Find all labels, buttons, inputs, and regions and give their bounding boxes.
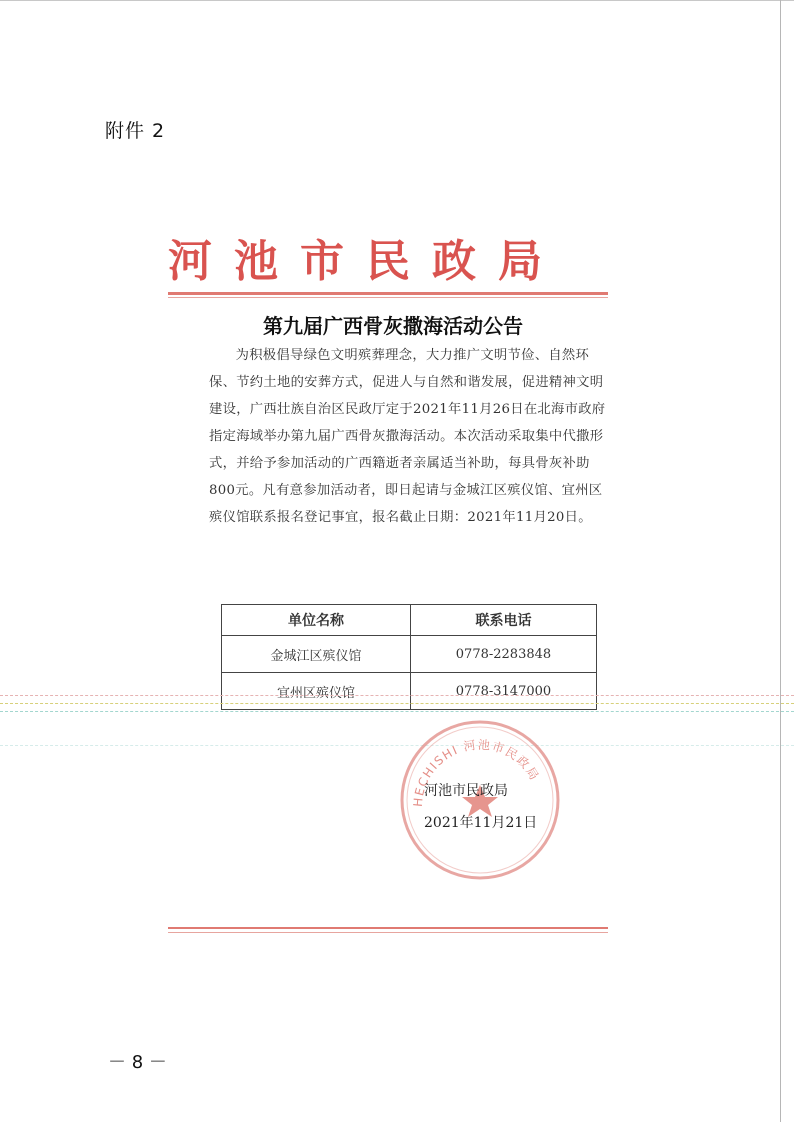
table-row (222, 636, 597, 673)
signature-date: 2021年11月21日 (424, 815, 538, 831)
unit-name-cell: 金城江区殡仪馆 (222, 636, 411, 673)
unit-name-cell: 宜州区殡仪馆 (222, 673, 411, 710)
official-seal-icon (395, 715, 565, 885)
scan-edge-right (780, 0, 781, 1122)
agency-masthead: 河池市民政局 (168, 236, 564, 287)
table-header-row (222, 605, 597, 636)
masthead-rule-thin (168, 297, 608, 298)
scan-artifact-line (0, 711, 794, 712)
footer-rule-thick (168, 927, 608, 929)
scan-edge-top (0, 0, 794, 1)
signer-name: 河池市民政局 (424, 783, 508, 799)
page-number: － 8 － (108, 1052, 167, 1073)
seal-text: HECHISHI 河池市民政局 (410, 737, 543, 808)
phone-cell: 0778-3147000 (410, 673, 596, 710)
footer-rule-thin (168, 932, 608, 933)
scan-artifact-line (0, 703, 794, 704)
attachment-label: 附件 2 (105, 120, 166, 142)
notice-body: 为积极倡导绿色文明殡葬理念，大力推广文明节俭、自然环保、节约土地的安葬方式，促进人与自然和谐发展，促进精神文明建设，广西壮族自治区民政厅定于2021年11月26日在北海市政府指定海域举办第九届广西骨灰撒海活动。本次活动采取集中代撒形式，并给予参加活动的广西籍逝者亲属适当补助，每具骨灰补助800元。凡有意参加活动者，即日起请与金城江区殡仪馆、宜州区殡仪馆联系报名登记事宜，报名截止日期：2021年11月20日。 (209, 348, 606, 525)
notice-title: 第九届广西骨灰撒海活动公告 (263, 314, 523, 338)
scan-artifact-line (0, 695, 794, 696)
masthead-rule-thick (168, 292, 608, 295)
header-unit-name: 单位名称 (222, 605, 411, 636)
phone-cell: 0778-2283848 (410, 636, 596, 673)
header-phone: 联系电话 (410, 605, 596, 636)
